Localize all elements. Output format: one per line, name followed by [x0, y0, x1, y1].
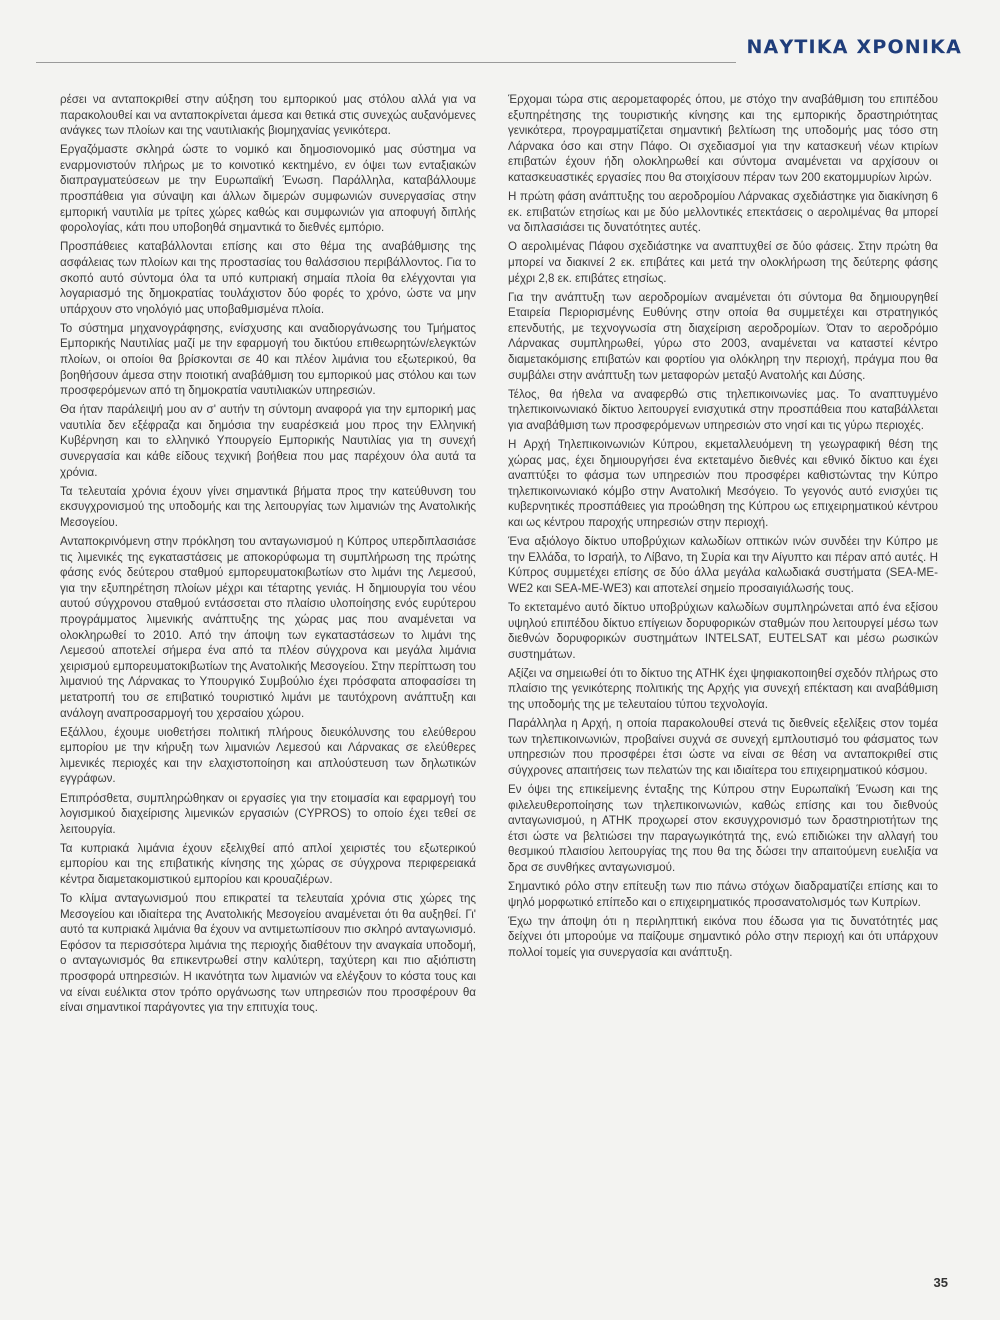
paragraph: Το εκτεταμένο αυτό δίκτυο υποβρύχιων καλωδίων συμπληρώνεται από ένα εξίσου υψηλού επιπέδου δίκτυο επίγειων δορυφορικών σταθμών που λειτουργεί μέσω των διεθνών δορυφορικών συστημάτων INTELSAT, EUTELSAT και μέσω ρωσικών συστημάτων.: [508, 600, 938, 661]
left-column: [60, 92, 476, 1019]
paragraph: Εν όψει της επικείμενης ένταξης της Κύπρου στην Ευρωπαϊκή Ένωση και της φιλελευθεροποίησης των τηλεπικοινωνιών, καθώς επίσης και του διεθνούς ανταγωνισμού, η ΑΤΗΚ προχωρεί στον εκσυγχρονισμό των δραστηριοτήτων της έτσι ώστε να βελτιώσει την παραγωγικότητά της, ενώ επιδιώκει την αλλαγή του θεσμικού πλαισίου λειτουργίας της που θα της δώσει την απαιτούμενη ευελιξία να δρα σε συνθήκες ανταγωνισμού.: [508, 782, 938, 874]
paragraph: Έχω την άποψη ότι η περιληπτική εικόνα που έδωσα για τις δυνατότητές μας δείχνει ότι μπορούμε να παίζουμε σημαντικό ρόλο στην περιοχή και ότι υπάρχουν πολλοί τομείς για συνεργασία και ανάπτυξη.: [508, 914, 938, 959]
paragraph: Εξάλλου, έχουμε υιοθετήσει πολιτική πλήρους διευκόλυνσης του ελεύθερου εμπορίου με την κήρυξη των λιμανιών Λεμεσού και Λάρνακας σε ελεύθερες λιμενικές περιοχές και την ελαχιστοποίηση και απλούστευση των δηλωτικών εγγράφων.: [60, 725, 476, 786]
paragraph: Ο αερολιμένας Πάφου σχεδιάστηκε να αναπτυχθεί σε δύο φάσεις. Στην πρώτη θα μπορεί να διακινεί 2 εκ. επιβάτες και μετά την ολοκλήρωση της δεύτερης φάσης μέχρι 2,8 εκ. επιβάτες ετησίως.: [508, 240, 938, 285]
paragraph: Εργαζόμαστε σκληρά ώστε το νομικό και δημοσιονομικό μας σύστημα να εναρμονιστούν πλήρως με το κοινοτικό κεκτημένο, εν όψει των ενταξιακών διαπραγματεύσεων με την Ευρωπαϊκή Ένωση. Παράλληλα, καταβάλλουμε προσπάθεια για σύναψη και άλλων διμερών συμφωνιών συνεργασίας στην εμπορική ναυτιλία με τρίτες χώρες καθώς και συμφωνιών για αποφυγή διπλής φορολογίας, κάτι που υποβοηθά σημαντικά το διεθνές εμπόριο.: [60, 143, 476, 235]
paragraph: Τέλος, θα ήθελα να αναφερθώ στις τηλεπικοινωνίες μας. Το αναπτυγμένο τηλεπικοινωνιακό δίκτυο λειτουργεί ενισχυτικά στην προσπάθεια που καταβάλλεται για αναβάθμιση των προσφερόμενων υπηρεσιών στο νησί και τις γύρω περιοχές.: [508, 387, 938, 432]
paragraph: Αξίζει να σημειωθεί ότι το δίκτυο της ΑΤΗΚ έχει ψηφιακοποιηθεί σχεδόν πλήρως στο πλαίσιο της γενικότερης πολιτικής της Αρχής για συνεχή επέκταση και αναβάθμιση της υποδομής της με τελευταίου τύπου τεχνολογία.: [508, 666, 938, 711]
paragraph: Προσπάθειες καταβάλλονται επίσης και στο θέμα της αναβάθμισης της ασφάλειας των πλοίων και της προστασίας του θαλάσσιου περιβάλλοντος. Για το σκοπό αυτό σύντομα όλα τα υπό κυπριακή σημαία πλοία θα ελέγχονται για λογαριασμό της δημοκρατίας τουλάχιστον δύο φορές το χρόνο, ώστε να μην υπάρχουν στο νηολόγιό μας υποβαθμισμένα πλοία.: [60, 240, 476, 316]
paragraph: Επιπρόσθετα, συμπληρώθηκαν οι εργασίες για την ετοιμασία και εφαρμογή του λογισμικού διαχείρισης λιμενικών εργασιών (CYPROS) το οποίο έχει τεθεί σε λειτουργία.: [60, 791, 476, 836]
paragraph: Παράλληλα η Αρχή, η οποία παρακολουθεί στενά τις διεθνείς εξελίξεις στον τομέα των τηλεπικοινωνιών, προβαίνει συχνά σε συνεχή εμπλουτισμό του φάσματος των υπηρεσιών που προσφέρει έτσι ώστε να είναι σε θέση να ανταποκριθεί στις σύγχρονες απαιτήσεις των πελατών της και ιδιαίτερα του επιχειρηματικού κόσμου.: [508, 717, 938, 777]
running-header-title: ΝΑΥΤΙΚΑ ΧΡΟΝΙΚΑ: [746, 36, 962, 58]
paragraph: Η πρώτη φάση ανάπτυξης του αεροδρομίου Λάρνακας σχεδιάστηκε για διακίνηση 6 εκ. επιβατών ετησίως και με δύο μελλοντικές επεκτάσεις ο αερολιμένας θα μπορεί να διπλασιάσει τις δυνατότητες αυτές.: [508, 190, 938, 235]
paragraph: Το σύστημα μηχανογράφησης, ενίσχυσης και αναδιοργάνωσης του Τμήματος Εμπορικής Ναυτιλίας μαζί με την εφαρμογή του δικτύου επιθεωρητών/ελεγκτών πλοίων, οι οποίοι θα βρίσκονται σε 40 και πλέον λιμάνια του εξωτερικού, θα βοηθήσουν άμεσα στην ποιοτική αναβάθμιση του εμπορικού μας στόλου και των προσφερόμενων από τη δημοκρατία ναυτιλιακών υπηρεσιών.: [60, 321, 476, 398]
paragraph: Το κλίμα ανταγωνισμού που επικρατεί τα τελευταία χρόνια στις χώρες της Μεσογείου και ιδιαίτερα της Ανατολικής Μεσογείου αναμένεται ότι θα αυξηθεί. Γι' αυτό τα κυπριακά λιμάνια θα έχουν να αντιμετωπίσουν πιο σκληρό ανταγωνισμό. Εφόσον τα περισσότερα λιμάνια της περιοχής διαθέτουν την αναγκαία υποδομή, ο ανταγωνισμός θα επικεντρωθεί στην καλύτερη, ταχύτερη και πιο αξιόπιστη προσφορά υπηρεσιών. Η ικανότητα των λιμανιών να ελέγξουν το κόστα τους και να είναι ευέλικτα στον τρόπο οργάνωσης των υπηρεσιών που προσφέρουν θα είναι σημαντικοί παράγοντες για την επιτυχία τους.: [60, 892, 476, 1015]
paragraph: Ανταποκρινόμενη στην πρόκληση του ανταγωνισμού η Κύπρος υπερδιπλασιάσε τις λιμενικές της εγκαταστάσεις με αποκορύφωμα τη συμπλήρωση της πρώτης φάσης ενός δεύτερου σταθμού εμπορευματοκιβωτίων στο λιμάνι της Λεμεσού, για την εξυπηρέτηση πλοίων μέχρι και τέταρτης γενιάς. Η δημιουργία του νέου αυτού σύγχρονου σταθμού εντάσσεται στο πλαίσιο υλοποίησης ενός ευρύτερου προγράμματος λιμενικής ανάπτυξης της χώρας μας που αναμένεται να ολοκληρωθεί το 2010. Από την άποψη των εγκαταστάσεων το λιμάνι της Λεμεσού αποτελεί σήμερα ένα από τα πλέον σύγχρονα και μεγάλα λιμάνια χειρισμού εμπορευματοκιβωτίων της Ανατολικής Μεσογείου. Στην περίπτωση του λιμανιού της Λάρνακας το Υπουργικό Συμβούλιο έχει πρόσφατα αποφασίσει τη μετατροπή του σε επιβατικό τουριστικό λιμάνι με ταυτόχρονη ανάπτυξη και ανάλογη αναπροσαρμογή του χερσαίου χώρου.: [60, 535, 476, 720]
paragraph: Θα ήταν παράλειψή μου αν σ' αυτήν τη σύντομη αναφορά για την εμπορική μας ναυτιλία δεν εξέφραζα και δημόσια την ευαρέσκειά μου προς την Ελληνική Κυβέρνηση και το ελληνικό Υπουργείο Εμπορικής Ναυτιλίας για τη συνεχή συνεργασία και κάθε είδους τεχνική βοήθεια που μας παρέχουν όλα αυτά τα χρόνια.: [60, 403, 476, 479]
paragraph: Έρχομαι τώρα στις αερομεταφορές όπου, με στόχο την αναβάθμιση του επιπέδου εξυπηρέτησης της τουριστικής κίνησης και της εμπορικής δραστηριότητας γενικότερα, προγραμματίζεται σημαντική βελτίωση της υποδομής μας τόσο στη Λάρνακα όσο και στην Πάφο. Οι σχεδιασμοί για την κατασκευή νέων κτιρίων επιβατών έχουν ήδη ολοκληρωθεί και σύντομα αναμένεται να αρχίσουν οι κατασκευαστικές εργασίες που θα στοιχίσουν πέραν των 200 εκατομμυρίων λιρών.: [508, 93, 938, 184]
paragraph: Ένα αξιόλογο δίκτυο υποβρύχιων καλωδίων οπτικών ινών συνδέει την Κύπρο με την Ελλάδα, το Ισραήλ, το Λίβανο, τη Συρία και την Αίγυπτο και πέραν από αυτές. Η Κύπρος συμμετέχει επίσης σε δύο άλλα μεγάλα καλωδιακά συστήματα (SEA-ME-WE2 και SEA-ME-WE3) και αποτελεί σημείο προσαιγιάλωσής τους.: [508, 535, 938, 595]
paragraph: Η Αρχή Τηλεπικοινωνιών Κύπρου, εκμεταλλευόμενη τη γεωγραφική θέση της χώρας μας, έχει δημιουργήσει ένα εκτεταμένο διεθνές και εθνικό δίκτυο και έχει αναπτύξει το φάσμα των υπηρεσιών που προσφέρει καθιστώντας την Κύπρο τηλεπικοινωνιακό κόμβο στην Ανατολική Μεσόγειο. Το γεγονός αυτό ενισχύει τις κυβερνητικές προσπάθειες για προώθηση της Κύπρου ως επιχειρηματικού κέντρου και ως κέντρου παροχής υπηρεσιών στην περιοχή.: [508, 437, 938, 529]
right-column: [508, 92, 938, 964]
paragraph: Τα κυπριακά λιμάνια έχουν εξελιχθεί από απλοί χειριστές του εξωτερικού εμπορίου και της επιβατικής κίνησης της χώρας σε σύγχρονα περιφερειακά κέντρα διαμετακομιστικού εμπορίου και κρουαζιέρων.: [60, 841, 476, 886]
header-divider: [36, 62, 736, 63]
paragraph: Για την ανάπτυξη των αεροδρομίων αναμένεται ότι σύντομα θα δημιουργηθεί Εταιρεία Περιορισμένης Ευθύνης στην οποία θα συμμετέχει και στρατηγικός επενδυτής, με τεχνογνωσία στη διαχείριση αεροδρομίων. Όταν το αεροδρόμιο Λάρνακας συμπληρωθεί, γύρω στο 2003, αναμένεται να καταστεί κέντρο διαμετακόμισης επιβατών και φορτίου για ολόκληρη την περιοχή, πράγμα που θα συμβάλει στην ανάπτυξη των μεταφορών μεταξύ Ανατολής και Δύσης.: [508, 290, 938, 382]
paragraph: Τα τελευταία χρόνια έχουν γίνει σημαντικά βήματα προς την κατεύθυνση του εκσυγχρονισμού της υποδομής και της λειτουργίας των λιμανιών της Ανατολικής Μεσογείου.: [60, 484, 476, 529]
page-number: 35: [933, 1275, 948, 1290]
paragraph: Σημαντικό ρόλο στην επίτευξη των πιο πάνω στόχων διαδραματίζει επίσης και το ψηλό μορφωτικό επίπεδο και ο επιχειρηματικός προσανατολισμός των Κυπρίων.: [508, 880, 938, 909]
paragraph: ρέσει να ανταποκριθεί στην αύξηση του εμπορικού μας στόλου αλλά για να παρακολουθεί και να ανταποκρίνεται άμεσα και θετικά στις συνεχώς αυξανόμενες ανάγκες των πλοίων και της ναυτιλιακής βιομηχανίας γενικότερα.: [60, 93, 476, 138]
